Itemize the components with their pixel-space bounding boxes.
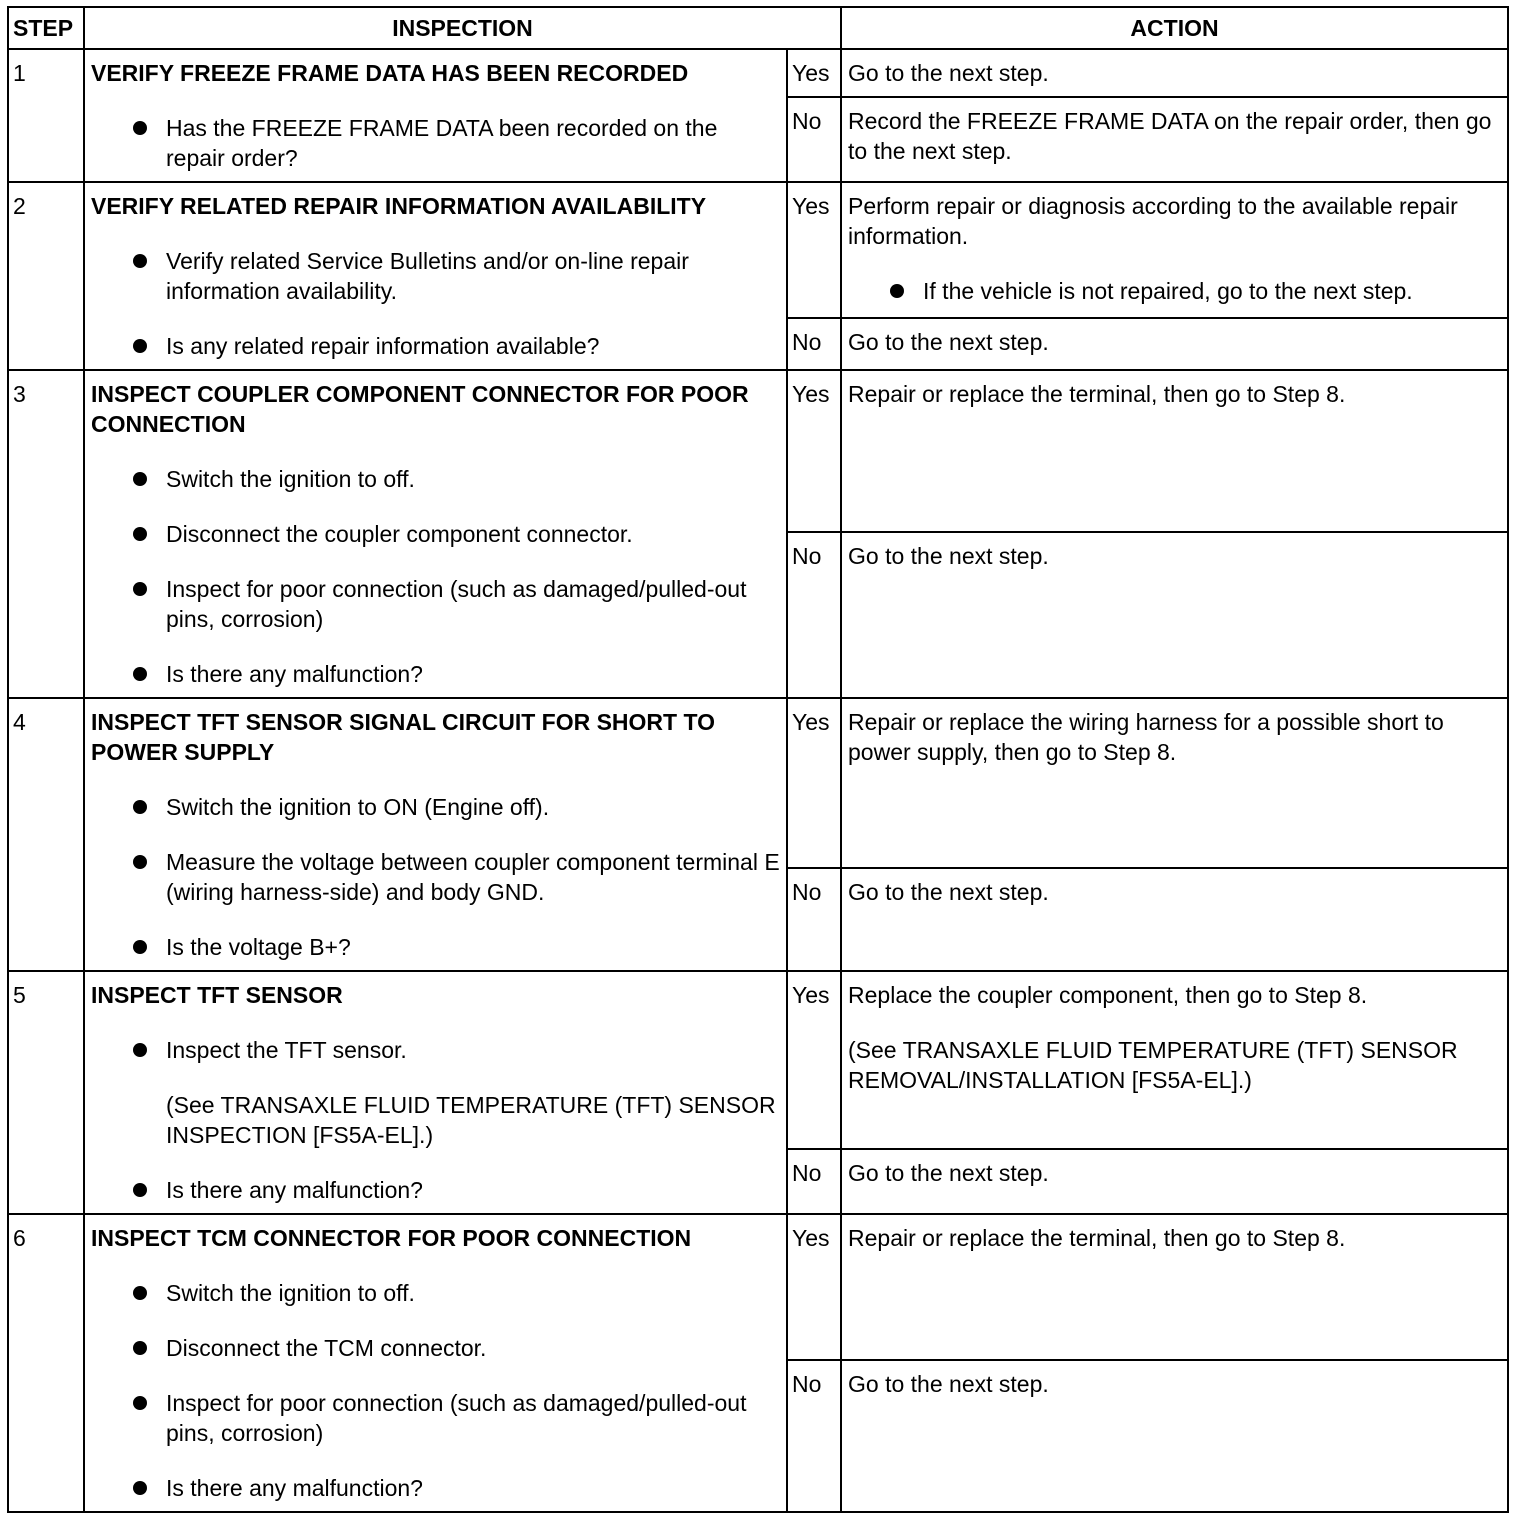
no-label: No <box>787 318 841 370</box>
bullet-icon <box>133 800 147 814</box>
yes-label: Yes <box>787 370 841 532</box>
bullet-text: Is any related repair information available? <box>166 333 600 359</box>
bullet-text: Disconnect the coupler component connector. <box>166 521 633 547</box>
step-title: INSPECT TFT SENSOR <box>91 982 343 1008</box>
bullet-icon <box>890 284 904 298</box>
bullet-text: Switch the ignition to off. <box>166 466 415 492</box>
header-step: STEP <box>8 7 84 49</box>
bullet-text: Inspect the TFT sensor. <box>166 1037 407 1063</box>
yes-action-reference: (See TRANSAXLE FLUID TEMPERATURE (TFT) SENSOR REMOVAL/INSTALLATION [FS5A-EL].) <box>848 1037 1458 1093</box>
yes-action: Repair or replace the terminal, then go to Step 8. <box>841 370 1508 532</box>
step-number: 2 <box>8 182 84 370</box>
bullet-icon <box>133 582 147 596</box>
bullet-icon <box>133 1396 147 1410</box>
step-inspection <box>84 182 787 370</box>
inspection-bullet <box>91 464 780 494</box>
bullet-icon <box>133 1481 147 1495</box>
inspection-bullet <box>91 1175 780 1205</box>
no-label: No <box>787 532 841 698</box>
step-3-yes-row <box>8 370 1508 532</box>
no-action: Go to the next step. <box>841 532 1508 698</box>
yes-label: Yes <box>787 971 841 1149</box>
no-action: Record the FREEZE FRAME DATA on the repair order, then go to the next step. <box>841 97 1508 182</box>
bullet-text: Verify related Service Bulletins and/or on-line repair information availability. <box>166 248 689 304</box>
step-6-yes-row <box>8 1214 1508 1360</box>
yes-label: Yes <box>787 182 841 318</box>
step-title: INSPECT TFT SENSOR SIGNAL CIRCUIT FOR SHORT TO POWER SUPPLY <box>91 709 716 765</box>
bullet-icon <box>133 1341 147 1355</box>
bullet-icon <box>133 472 147 486</box>
diagnostic-table <box>7 6 1509 1513</box>
bullet-text: Is there any malfunction? <box>166 1475 423 1501</box>
step-1-yes-row <box>8 49 1508 97</box>
no-action: Go to the next step. <box>841 1149 1508 1214</box>
bullet-text: Measure the voltage between coupler component terminal E (wiring harness-side) and body GND. <box>166 849 780 905</box>
step-title: VERIFY RELATED REPAIR INFORMATION AVAILABILITY <box>91 193 707 219</box>
header-row <box>8 7 1508 49</box>
bullet-text: Inspect for poor connection (such as damaged/pulled-out pins, corrosion) <box>166 576 747 632</box>
bullet-icon <box>133 855 147 869</box>
yes-action <box>841 182 1508 318</box>
step-4-yes-row <box>8 698 1508 868</box>
inspection-bullet <box>91 1388 780 1448</box>
inspection-bullet <box>91 519 780 549</box>
yes-action-text: Replace the coupler component, then go to Step 8. <box>848 982 1368 1008</box>
inspection-bullet <box>91 1473 780 1503</box>
bullet-icon <box>133 121 147 135</box>
no-label: No <box>787 97 841 182</box>
yes-action: Repair or replace the terminal, then go to Step 8. <box>841 1214 1508 1360</box>
no-action: Go to the next step. <box>841 868 1508 971</box>
step-number: 5 <box>8 971 84 1214</box>
inspection-bullet <box>91 847 780 907</box>
inspection-bullet <box>91 246 780 306</box>
step-inspection <box>84 1214 787 1512</box>
inspection-bullet <box>91 113 780 173</box>
inspection-bullet <box>91 792 780 822</box>
yes-action: Go to the next step. <box>841 49 1508 97</box>
bullet-icon <box>133 339 147 353</box>
inspection-bullet <box>91 331 780 361</box>
bullet-reference: (See TRANSAXLE FLUID TEMPERATURE (TFT) SENSOR INSPECTION [FS5A-EL].) <box>166 1092 776 1148</box>
bullet-text: Is there any malfunction? <box>166 1177 423 1203</box>
step-number: 6 <box>8 1214 84 1512</box>
action-bullet <box>848 276 1501 306</box>
bullet-text: Inspect for poor connection (such as damaged/pulled-out pins, corrosion) <box>166 1390 747 1446</box>
yes-label: Yes <box>787 49 841 97</box>
step-number: 4 <box>8 698 84 971</box>
step-title: INSPECT TCM CONNECTOR FOR POOR CONNECTION <box>91 1225 692 1251</box>
step-title: VERIFY FREEZE FRAME DATA HAS BEEN RECORDED <box>91 60 689 86</box>
no-action: Go to the next step. <box>841 318 1508 370</box>
bullet-icon <box>133 1286 147 1300</box>
header-inspection: INSPECTION <box>84 7 841 49</box>
inspection-bullet <box>91 932 780 962</box>
no-label: No <box>787 1149 841 1214</box>
inspection-bullet <box>91 1333 780 1363</box>
no-action: Go to the next step. <box>841 1360 1508 1512</box>
bullet-text: Is there any malfunction? <box>166 661 423 687</box>
bullet-icon <box>133 667 147 681</box>
bullet-text: Switch the ignition to off. <box>166 1280 415 1306</box>
inspection-bullet <box>91 1035 780 1150</box>
bullet-icon <box>133 1043 147 1057</box>
step-inspection <box>84 49 787 182</box>
bullet-icon <box>133 940 147 954</box>
yes-action-text: Perform repair or diagnosis according to the available repair information. <box>848 193 1458 249</box>
bullet-icon <box>133 527 147 541</box>
step-number: 1 <box>8 49 84 182</box>
bullet-text: Switch the ignition to ON (Engine off). <box>166 794 550 820</box>
bullet-text: Disconnect the TCM connector. <box>166 1335 487 1361</box>
yes-label: Yes <box>787 698 841 868</box>
step-title: INSPECT COUPLER COMPONENT CONNECTOR FOR POOR CONNECTION <box>91 381 749 437</box>
bullet-text: If the vehicle is not repaired, go to the next step. <box>923 278 1413 304</box>
step-2-yes-row <box>8 182 1508 318</box>
yes-label: Yes <box>787 1214 841 1360</box>
inspection-bullet <box>91 659 780 689</box>
no-label: No <box>787 868 841 971</box>
no-label: No <box>787 1360 841 1512</box>
bullet-text: Has the FREEZE FRAME DATA been recorded on the repair order? <box>166 115 718 171</box>
step-inspection <box>84 971 787 1214</box>
header-action: ACTION <box>841 7 1508 49</box>
bullet-icon <box>133 1183 147 1197</box>
yes-action <box>841 971 1508 1149</box>
inspection-bullet <box>91 574 780 634</box>
step-inspection <box>84 698 787 971</box>
bullet-icon <box>133 254 147 268</box>
inspection-bullet <box>91 1278 780 1308</box>
step-number: 3 <box>8 370 84 698</box>
bullet-text: Is the voltage B+? <box>166 934 351 960</box>
yes-action: Repair or replace the wiring harness for a possible short to power supply, then go to Step 8. <box>841 698 1508 868</box>
step-inspection <box>84 370 787 698</box>
step-5-yes-row <box>8 971 1508 1149</box>
